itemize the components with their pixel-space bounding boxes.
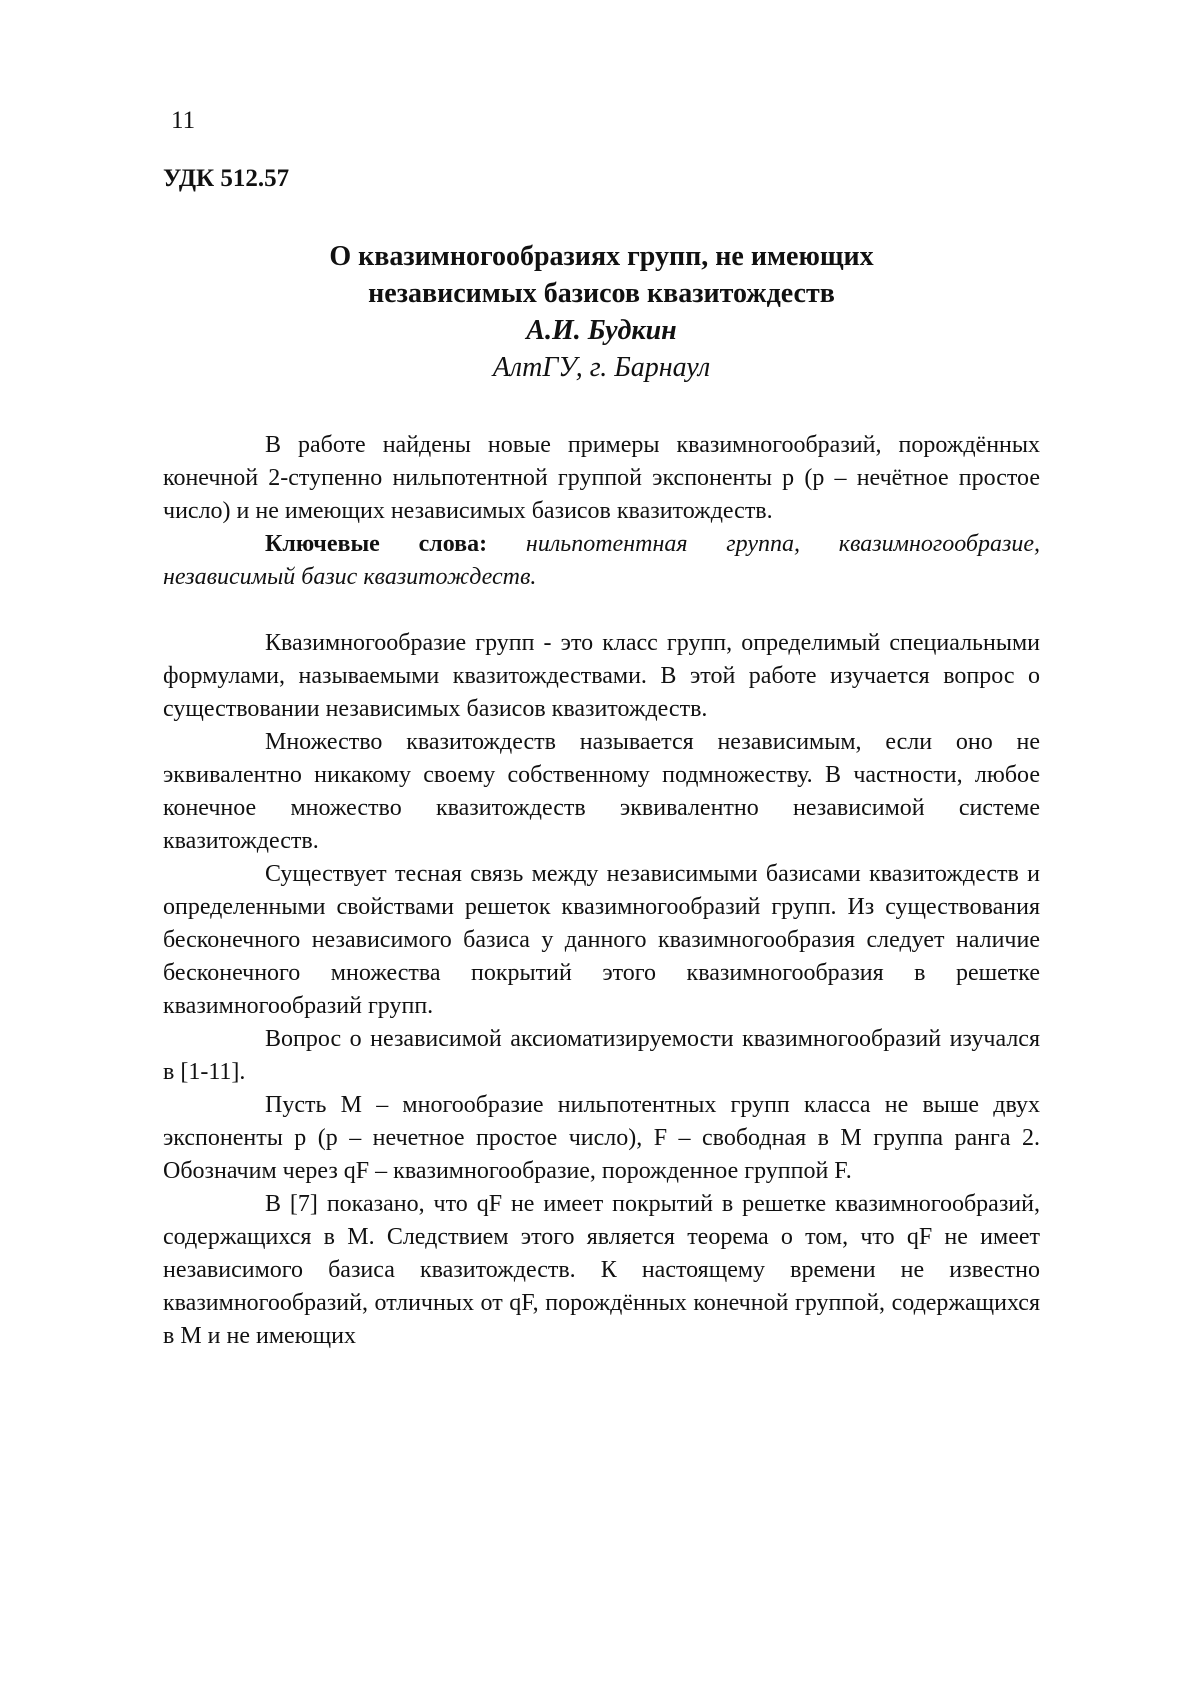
paragraph: Пусть M – многообразие нильпотентных групп класса не выше двух экспоненты p (p – нечетное простое число), F – свободная в M группа ранга 2. Обозначим через qF – квазимногообразие, порожденное группой F. [163, 1089, 1040, 1188]
author-name: А.И. Будкин [163, 312, 1040, 349]
paragraph: Существует тесная связь между независимыми базисами квазитождеств и определенными свойствами решеток квазимногообразий групп. Из существования бесконечного независимого базиса у данного квазимногообразия следует наличие бесконечного множества покрытий этого квазимногообразия в решетке квазимногообразий групп. [163, 858, 1040, 1023]
keywords-label: Ключевые слова: [265, 531, 487, 557]
paragraph: Квазимногообразие групп - это класс групп, определимый специальными формулами, называемыми квазитождествами. В этой работе изучается вопрос о существовании независимых базисов квазитождеств. [163, 627, 1040, 726]
keywords-text: нильпотентная группа, квазимногообразие, независимый базис квазитождеств. [163, 531, 1040, 590]
main-text-section [163, 627, 1040, 1353]
article-header [163, 238, 1040, 386]
udk-code: УДК 512.57 [163, 164, 289, 194]
paragraph: В [7] показано, что qF не имеет покрытий в решетке квазимногообразий, содержащихся в M. Следствием этого является теорема о том, что qF не имеет независимого базиса квазитождеств. К настоящему времени не известно квазимногообразий, отличных от qF, порождённых конечной группой, содержащихся в M и не имеющих [163, 1188, 1040, 1353]
page-number: 11 [171, 106, 195, 136]
keywords-paragraph [163, 528, 1040, 594]
article-body [163, 429, 1040, 1353]
abstract-section [163, 429, 1040, 594]
article-title-line-2: независимых базисов квазитождеств [163, 275, 1040, 312]
abstract-paragraph: В работе найдены новые примеры квазимногообразий, порождённых конечной 2-ступенно нильпотентной группой экспоненты p (p – нечётное простое число) и не имеющих независимых базисов квазитождеств. [163, 429, 1040, 528]
paragraph: Множество квазитождеств называется независимым, если оно не эквивалентно никакому своему собственному подмножеству. В частности, любое конечное множество квазитождеств эквивалентно независимой системе квазитождеств. [163, 726, 1040, 858]
author-affiliation: АлтГУ, г. Барнаул [163, 349, 1040, 386]
document-page [0, 0, 1200, 1703]
paragraph: Вопрос о независимой аксиоматизируемости квазимногообразий изучался в [1-11]. [163, 1023, 1040, 1089]
article-title-line-1: О квазимногообразиях групп, не имеющих [163, 238, 1040, 275]
